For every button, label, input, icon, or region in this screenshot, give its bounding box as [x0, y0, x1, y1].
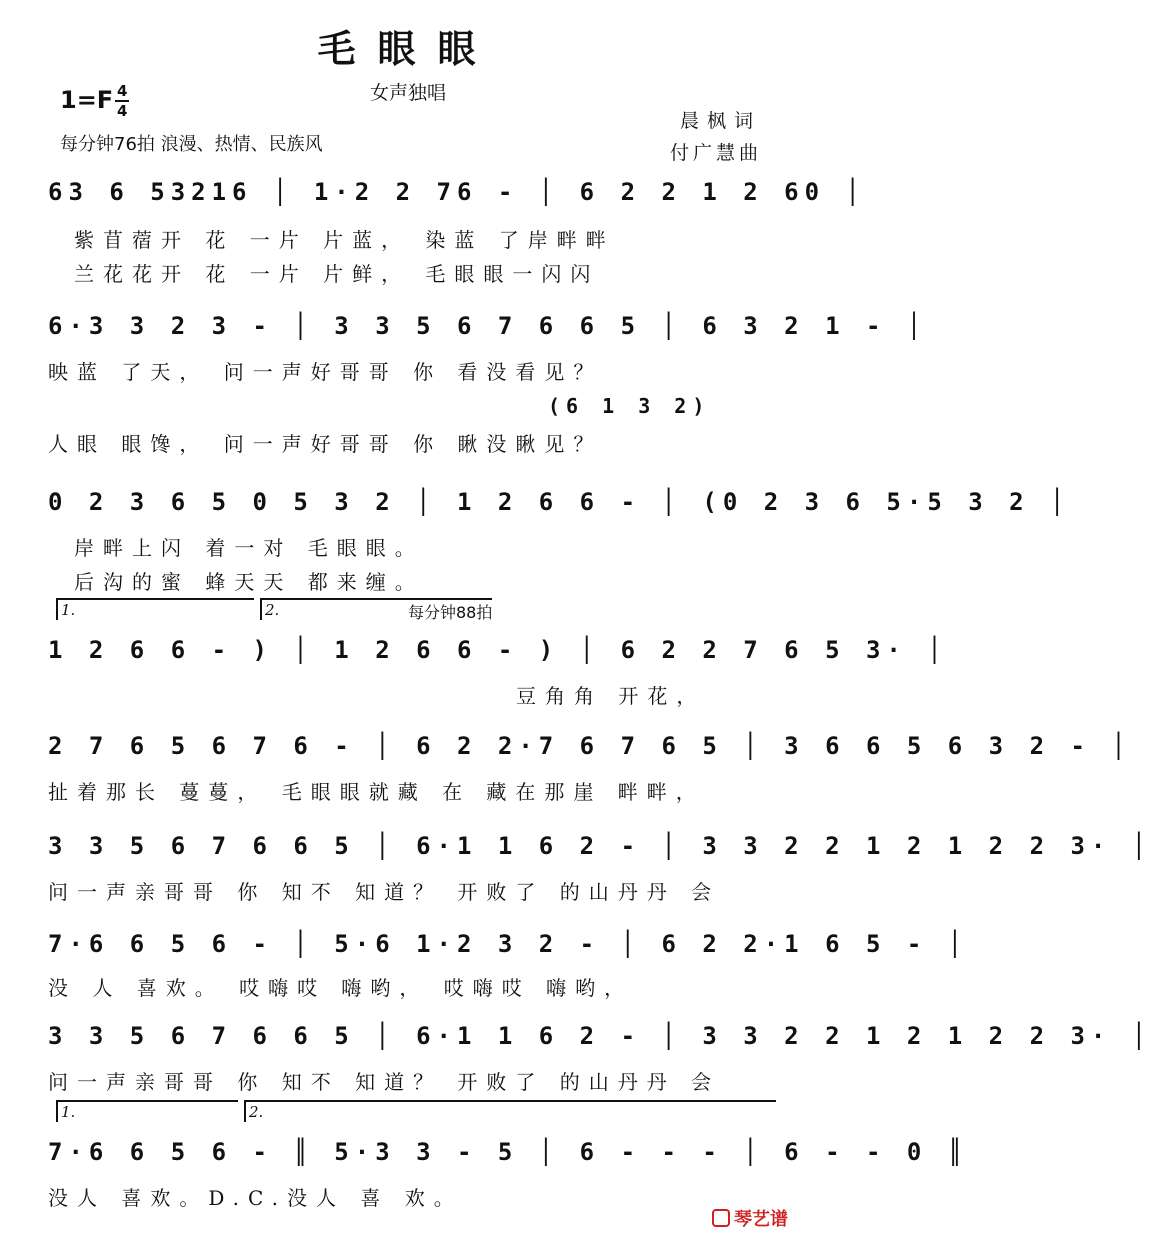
alternate-notes: (6 1 3 2)	[548, 394, 711, 418]
notation-row-4: 1 2 6 6 - ) │ 1 2 6 6 - ) │ 6 2 2 7 6 5 3· │	[48, 636, 948, 664]
notation-row-8: 3 3 5 6 7 6 6 5 │ 6·1 1 6 2 - │ 3 3 2 2 1 2 1 2 2 3· │	[48, 1022, 1152, 1050]
lyric-row-3a: 岸畔上闪 着一对 毛眼眼。	[74, 536, 424, 560]
site-logo	[712, 1205, 788, 1231]
notation-row-5: 2 7 6 5 6 7 6 - │ 6 2 2·7 6 7 6 5 │ 3 6 6 5 6 3 2 - │	[48, 732, 1132, 760]
ending-1-label-final: 1.	[61, 1103, 76, 1121]
lyric-row-1b: 兰花花开 花 一片 片鲜， 毛眼眼一闪闪	[74, 262, 600, 286]
lyric-row-6: 问一声亲哥哥 你 知不 知道？ 开败了 的山丹丹 会	[48, 880, 721, 904]
tempo-change: 每分钟88拍	[408, 603, 493, 622]
lyric-row-5: 扯着那长 蔓蔓， 毛眼眼就藏 在 藏在那崖 畔畔，	[48, 780, 705, 804]
lyric-row-4: 豆角角 开花，	[516, 684, 706, 708]
song-title: 毛眼眼	[317, 26, 498, 71]
ending-2-bracket-final	[244, 1100, 776, 1122]
performance-type: 女声独唱	[370, 82, 447, 104]
ending-2-label-final: 2.	[249, 1103, 264, 1121]
ending-1-bracket-final	[56, 1100, 238, 1122]
lyric-row-7: 没 人 喜欢。 哎嗨哎 嗨哟， 哎嗨哎 嗨哟，	[48, 976, 634, 1000]
ending-1-label: 1.	[61, 601, 76, 619]
notation-row-9: 7·6 6 5 6 - ║ 5·3 3 - 5 │ 6 - - - │ 6 - - 0 ║	[48, 1138, 969, 1166]
lyric-row-9: 没人 喜欢。D.C.没人 喜 欢。	[48, 1186, 463, 1210]
lyric-row-1a: 紫苜蓿开 花 一片 片蓝， 染蓝 了岸畔畔	[74, 228, 615, 252]
notation-row-3: 0 2 3 6 5 0 5 3 2 │ 1 2 6 6 - │ (0 2 3 6 5·5 3 2 │	[48, 488, 1071, 516]
notation-row-2: 6·3 3 2 3 - │ 3 3 5 6 7 6 6 5 │ 6 3 2 1 - │	[48, 312, 928, 340]
notation-row-6: 3 3 5 6 7 6 6 5 │ 6·1 1 6 2 - │ 3 3 2 2 1 2 1 2 2 3· │	[48, 832, 1152, 860]
time-top: 4	[116, 82, 128, 100]
lyric-row-3b: 后沟的蜜 蜂天天 都来缠。	[74, 570, 424, 594]
lyric-row-8: 问一声亲哥哥 你 知不 知道？ 开败了 的山丹丹 会	[48, 1070, 721, 1094]
ending-2-label: 2.	[265, 601, 280, 619]
ending-1-bracket	[56, 598, 254, 620]
notation-row-1: 63 6 53216 │ 1·2 2 76 - │ 6 2 2 1 2 60 │	[48, 178, 866, 206]
composer: 付广慧曲	[670, 142, 763, 164]
key-signature	[60, 82, 129, 120]
logo-text: 琴艺谱	[734, 1209, 788, 1230]
notation-row-7: 7·6 6 5 6 - │ 5·6 1·2 3 2 - │ 6 2 2·1 6 5 - │	[48, 930, 969, 958]
tempo-marking: 每分钟76拍 浪漫、热情、民族风	[60, 134, 323, 155]
lyric-row-2a: 映蓝 了天， 问一声好哥哥 你 看没看见？	[48, 360, 603, 384]
time-signature	[115, 82, 129, 120]
lyricist: 晨枫词	[680, 110, 762, 132]
logo-icon	[712, 1209, 730, 1227]
lyric-row-2b: 人眼 眼馋， 问一声好哥哥 你 瞅没瞅见？	[48, 432, 603, 456]
key-label: 1=F	[60, 86, 114, 114]
time-bottom: 4	[116, 102, 128, 120]
